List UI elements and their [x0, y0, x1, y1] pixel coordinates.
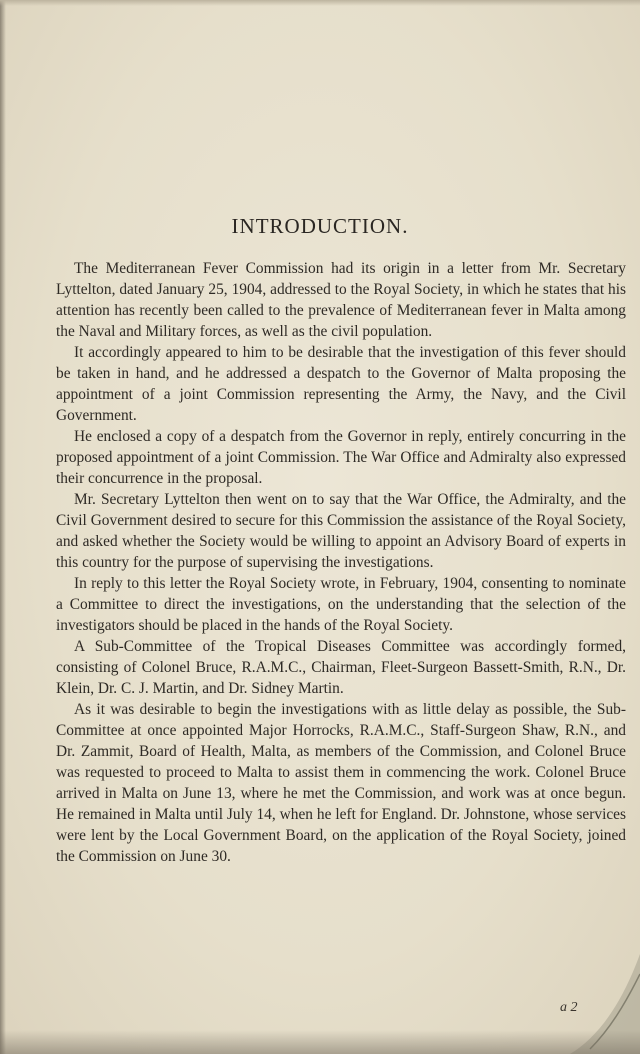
paragraph-2: It accordingly appeared to him to be desirable that the investigation of this fever should be taken in hand, and he addressed a despatch to the Governor of Malta proposing the appointment of a joint Commission representing the Army, the Navy, and the Civil Government.	[56, 344, 626, 424]
page-folio: a 2	[560, 1000, 578, 1015]
paragraph-4: Mr. Secretary Lyttelton then went on to say that the War Office, the Admiralty, and the Civil Government desired to secure for this Commission the assistance of the Royal Society, and asked whether the Society would be willing to appoint an Advisory Board of experts in this country for the purpose of supervising the investigations.	[56, 491, 626, 571]
paragraph-5: In reply to this letter the Royal Society wrote, in February, 1904, consenting to nominate a Committee to direct the investigations, on the understanding that the selection of the investigators should be placed in the hands of the Royal Society.	[56, 575, 626, 634]
paragraph-3: He enclosed a copy of a despatch from the Governor in reply, entirely concurring in the proposed appointment of a joint Commission. The War Office and Admiralty also expressed their concurrence in the proposal.	[56, 428, 626, 487]
body-text	[56, 258, 626, 867]
paragraph-1: The Mediterranean Fever Commission had its origin in a letter from Mr. Secretary Lyttelton, dated January 25, 1904, addressed to the Royal Society, in which he states that his attention has recently been called to the prevalence of Mediterranean fever in Malta among the Naval and Military forces, as well as the civil population.	[56, 260, 626, 340]
paragraph-6: A Sub-Committee of the Tropical Diseases Committee was accordingly formed, consisting of Colonel Bruce, R.A.M.C., Chairman, Fleet-Surgeon Bassett-Smith, R.N., Dr. Klein, Dr. C. J. Martin, and Dr. Sidney Martin.	[56, 638, 626, 697]
page-top-shadow	[0, 0, 640, 6]
page-heading: INTRODUCTION.	[231, 214, 409, 238]
paragraph-7: As it was desirable to begin the investigations with as little delay as possible, the Sub-Committee at once appointed Major Horrocks, R.A.M.C., Staff-Surgeon Shaw, R.N., and Dr. Zammit, Board of Health, Malta, as members of the Commission, and Colonel Bruce was requested to proceed to Malta to assist them in commencing the work. Colonel Bruce arrived in Malta on June 13, where he met the Commission, and work was at once begun. He remained in Malta until July 14, when he left for England. Dr. Johnstone, whose services were lent by the Local Government Board, on the application of the Royal Society, joined the Commission on June 30.	[56, 701, 626, 865]
bottom-edge-wear	[0, 1030, 640, 1054]
page-edge-shadow	[0, 0, 6, 1054]
